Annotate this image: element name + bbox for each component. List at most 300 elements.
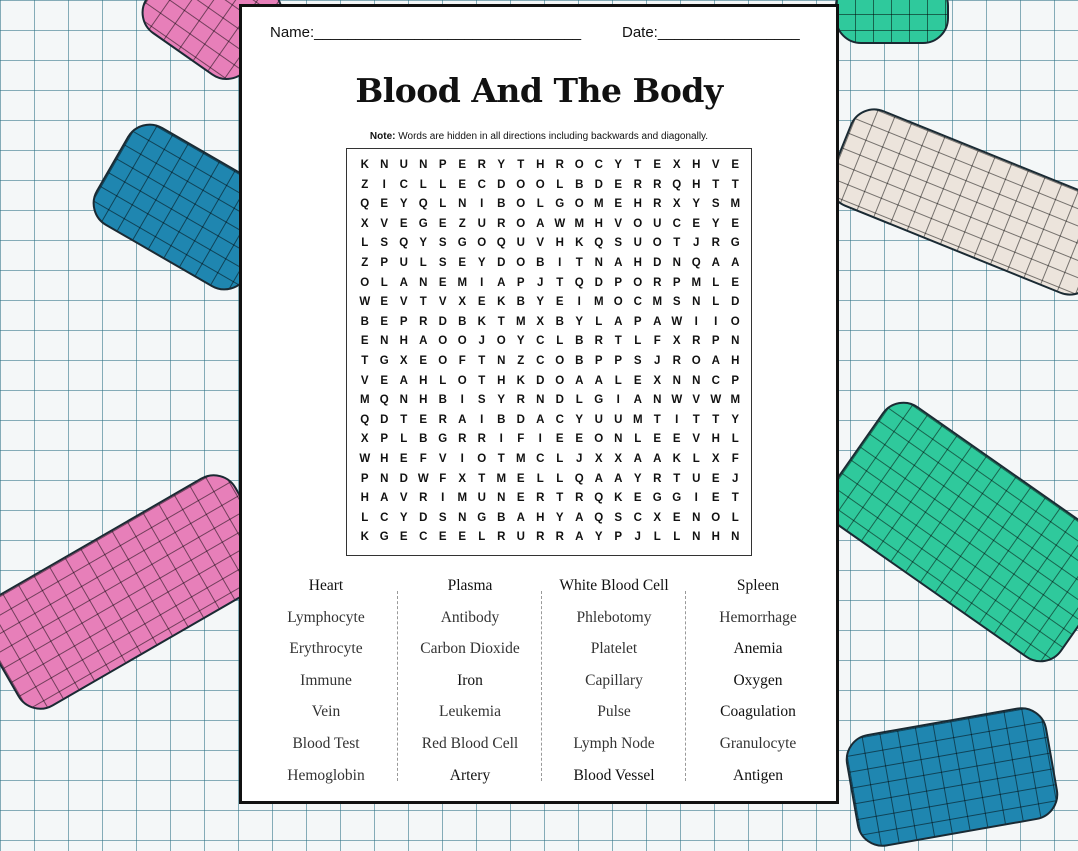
grid-letter: I	[694, 492, 698, 505]
grid-letter: H	[497, 374, 506, 387]
grid-row	[355, 394, 745, 406]
grid-letter: U	[516, 531, 525, 544]
grid-letter: L	[556, 453, 564, 465]
word-list-item: Iron	[457, 671, 483, 689]
grid-letter: C	[536, 453, 545, 465]
grid-letter: E	[458, 531, 467, 544]
grid-letter: N	[380, 472, 389, 485]
grid-letter: U	[477, 492, 486, 505]
grid-letter: U	[399, 257, 408, 269]
grid-letter: A	[399, 374, 408, 387]
grid-letter: P	[594, 355, 603, 367]
grid-letter: Y	[731, 413, 740, 426]
grid-letter: V	[399, 492, 408, 505]
grid-letter: L	[419, 178, 427, 191]
note-text: Words are hidden in all directions including backwards and diagonally.	[395, 131, 709, 142]
grid-letter: Q	[496, 237, 506, 250]
grid-letter: R	[672, 355, 681, 367]
grid-letter: L	[575, 394, 583, 407]
grid-letter: V	[536, 237, 545, 250]
grid-letter: X	[672, 198, 681, 211]
grid-letter: L	[400, 433, 408, 446]
grid-letter: Q	[574, 472, 584, 485]
grid-letter: C	[594, 159, 603, 171]
grid-row	[355, 218, 745, 230]
grid-letter: E	[419, 355, 428, 367]
grid-letter: K	[575, 237, 584, 250]
grid-letter: E	[419, 413, 428, 426]
grid-letter: H	[692, 159, 701, 171]
grid-letter: X	[672, 335, 681, 348]
grid-letter: R	[419, 315, 428, 328]
grid-letter: R	[594, 335, 603, 348]
grid-letter: N	[672, 257, 681, 269]
grid-letter: R	[711, 237, 720, 250]
grid-letter: O	[691, 355, 701, 367]
grid-letter: N	[380, 335, 389, 348]
grid-letter: T	[361, 355, 369, 367]
grid-letter: T	[478, 355, 486, 367]
grid-letter: A	[399, 276, 408, 289]
grid-letter: W	[554, 217, 566, 230]
grid-letter: E	[731, 217, 740, 230]
grid-letter: E	[438, 531, 447, 544]
grid-letter: O	[711, 511, 721, 524]
grid-letter: G	[379, 531, 389, 544]
grid-letter: S	[614, 237, 623, 250]
grid-letter: E	[731, 159, 740, 171]
grid-letter: N	[692, 296, 701, 309]
grid-letter: N	[692, 511, 701, 524]
grid-letter: K	[477, 315, 486, 328]
grid-letter: G	[418, 217, 428, 230]
grid-letter: E	[380, 374, 389, 387]
word-list-item: Artery	[449, 766, 491, 784]
grid-letter: W	[671, 394, 683, 407]
grid-letter: K	[672, 453, 681, 465]
grid-letter: X	[653, 374, 662, 387]
grid-letter: E	[711, 492, 720, 505]
grid-letter: S	[614, 511, 623, 524]
grid-letter: R	[653, 276, 662, 289]
grid-letter: I	[460, 394, 464, 407]
grid-letter: S	[438, 257, 447, 269]
grid-letter: V	[692, 433, 701, 446]
grid-letter: T	[478, 374, 486, 387]
grid-letter: E	[633, 374, 642, 387]
grid-letter: O	[516, 178, 526, 191]
grid-letter: E	[555, 433, 564, 446]
blue-tube-decoration	[842, 703, 1063, 851]
grid-letter: V	[711, 159, 720, 171]
grid-letter: N	[419, 276, 428, 289]
grid-letter: G	[594, 394, 604, 407]
word-list-item: Capillary	[585, 671, 643, 689]
grid-letter: T	[400, 413, 408, 426]
grid-letter: N	[731, 335, 740, 348]
grid-letter: I	[538, 433, 542, 446]
grid-letter: T	[634, 159, 642, 171]
grid-letter: D	[419, 511, 428, 524]
word-list-item: Leukemia	[439, 703, 501, 721]
grid-letter: H	[360, 492, 369, 505]
grid-letter: I	[460, 453, 464, 465]
word-list-item: Anemia	[733, 640, 783, 658]
grid-row	[355, 316, 745, 328]
grid-letter: B	[536, 257, 545, 269]
grid-row	[355, 414, 745, 426]
grid-row	[355, 433, 745, 445]
grid-letter: X	[614, 453, 623, 465]
grid-letter: A	[614, 315, 623, 328]
word-list-item: Blood Vessel	[573, 766, 655, 784]
grid-letter: P	[438, 159, 447, 171]
grid-letter: O	[516, 198, 526, 211]
grid-letter: G	[477, 511, 487, 524]
grid-letter: H	[711, 531, 720, 544]
grid-letter: Z	[361, 257, 369, 269]
grid-letter: N	[458, 511, 467, 524]
grid-letter: E	[399, 453, 408, 465]
grid-letter: W	[671, 315, 683, 328]
grid-letter: G	[438, 433, 448, 446]
grid-letter: E	[711, 472, 720, 485]
grid-row	[355, 473, 745, 485]
grid-letter: Y	[614, 159, 623, 171]
grid-letter: Y	[497, 159, 506, 171]
grid-letter: T	[497, 453, 505, 465]
grid-letter: D	[594, 276, 603, 289]
grid-row	[355, 277, 745, 289]
grid-letter: C	[399, 178, 408, 191]
grid-row	[355, 531, 745, 543]
word-search-grid	[346, 148, 752, 556]
grid-letter: Q	[418, 198, 428, 211]
grid-letter: U	[614, 413, 623, 426]
grid-letter: E	[516, 472, 525, 485]
grid-letter: V	[438, 296, 447, 309]
grid-letter: E	[555, 296, 564, 309]
grid-letter: S	[438, 237, 447, 250]
grid-letter: O	[555, 374, 565, 387]
grid-letter: B	[516, 296, 525, 309]
grid-letter: T	[517, 159, 525, 171]
grid-letter: R	[536, 531, 545, 544]
grid-letter: B	[497, 413, 506, 426]
grid-letter: L	[439, 198, 447, 211]
grid-letter: L	[712, 296, 720, 309]
word-list-item: Platelet	[590, 640, 638, 658]
grid-letter: F	[653, 335, 661, 348]
grid-letter: X	[653, 511, 662, 524]
grid-letter: O	[516, 257, 526, 269]
grid-letter: J	[654, 355, 661, 367]
grid-letter: E	[731, 276, 740, 289]
word-list-item: Oxygen	[733, 671, 783, 689]
grid-letter: N	[692, 531, 701, 544]
grid-letter: L	[478, 531, 486, 544]
grid-letter: U	[633, 237, 642, 250]
grid-letter: Y	[633, 472, 642, 485]
grid-letter: Y	[516, 335, 525, 348]
grid-letter: Z	[517, 355, 525, 367]
grid-letter: I	[616, 394, 620, 407]
grid-letter: A	[497, 276, 506, 289]
grid-letter: M	[457, 492, 468, 505]
grid-row	[355, 355, 745, 367]
grid-letter: N	[458, 198, 467, 211]
grid-letter: C	[380, 511, 389, 524]
grid-letter: A	[711, 355, 720, 367]
grid-letter: E	[458, 159, 467, 171]
grid-letter: L	[653, 531, 661, 544]
grid-letter: O	[438, 355, 448, 367]
grid-letter: T	[712, 178, 720, 191]
grid-letter: B	[497, 511, 506, 524]
grid-letter: P	[731, 374, 740, 387]
grid-letter: I	[558, 257, 562, 269]
grid-letter: R	[692, 335, 701, 348]
grid-letter: V	[380, 217, 389, 230]
word-list-item: Vein	[311, 703, 341, 721]
grid-letter: C	[633, 296, 642, 309]
grid-letter: K	[614, 492, 623, 505]
grid-letter: A	[594, 374, 603, 387]
grid-letter: P	[614, 276, 623, 289]
grid-letter: B	[497, 198, 506, 211]
grid-letter: N	[594, 257, 603, 269]
grid-letter: T	[614, 335, 622, 348]
grid-letter: H	[399, 335, 408, 348]
grid-letter: O	[555, 355, 565, 367]
grid-letter: I	[480, 198, 484, 211]
grid-letter: R	[575, 492, 584, 505]
grid-letter: E	[438, 217, 447, 230]
word-list-item: Hemoglobin	[287, 766, 365, 784]
grid-letter: D	[594, 178, 603, 191]
grid-letter: R	[477, 159, 486, 171]
grid-letter: Q	[672, 178, 682, 191]
grid-letter: C	[536, 355, 545, 367]
grid-letter: W	[359, 453, 371, 465]
grid-letter: B	[575, 355, 584, 367]
word-list-item: Red Blood Cell	[421, 735, 519, 752]
grid-letter: Q	[379, 394, 389, 407]
grid-letter: M	[593, 296, 604, 309]
grid-letter: L	[439, 374, 447, 387]
grid-letter: M	[359, 394, 370, 407]
grid-letter: G	[652, 492, 662, 505]
grid-letter: Q	[360, 413, 370, 426]
grid-letter: T	[731, 178, 739, 191]
grid-letter: I	[577, 296, 581, 309]
grid-letter: U	[594, 413, 603, 426]
grid-letter: E	[399, 217, 408, 230]
grid-letter: N	[653, 394, 662, 407]
grid-letter: W	[417, 472, 429, 485]
grid-letter: R	[438, 413, 447, 426]
grid-letter: S	[380, 237, 389, 250]
green-tube-decoration	[814, 392, 1078, 673]
grid-letter: M	[574, 217, 585, 230]
worksheet	[239, 4, 839, 804]
grid-letter: S	[672, 296, 681, 309]
green-tube-decoration	[835, 0, 949, 44]
grid-letter: C	[419, 531, 428, 544]
grid-letter: R	[653, 198, 662, 211]
grid-letter: M	[593, 198, 604, 211]
grid-letter: P	[633, 315, 642, 328]
grid-letter: L	[712, 276, 720, 289]
grid-letter: M	[730, 198, 741, 211]
grid-letter: L	[361, 511, 369, 524]
word-list-item: Erythrocyte	[289, 640, 363, 658]
grid-letter: E	[399, 531, 408, 544]
grid-letter: O	[477, 453, 487, 465]
grid-letter: A	[458, 413, 467, 426]
grid-letter: J	[634, 531, 641, 544]
grid-letter: N	[614, 433, 623, 446]
grid-letter: H	[380, 453, 389, 465]
grid-letter: T	[712, 413, 720, 426]
grid-letter: F	[439, 472, 447, 485]
grid-letter: A	[653, 315, 662, 328]
grid-letter: O	[613, 296, 623, 309]
grid-letter: P	[614, 355, 623, 367]
grid-letter: Q	[574, 276, 584, 289]
grid-letter: X	[458, 296, 467, 309]
grid-letter: F	[458, 355, 466, 367]
grid-letter: T	[731, 492, 739, 505]
grid-letter: H	[536, 511, 545, 524]
grid-letter: O	[496, 335, 506, 348]
grid-letter: M	[457, 276, 468, 289]
grid-letter: P	[380, 433, 389, 446]
grid-letter: Y	[536, 296, 545, 309]
grid-letter: S	[633, 355, 642, 367]
grid-letter: B	[438, 394, 447, 407]
grid-letter: R	[653, 178, 662, 191]
grid-letter: Q	[594, 237, 604, 250]
grid-row	[355, 198, 745, 210]
grid-letter: R	[653, 472, 662, 485]
grid-letter: I	[480, 413, 484, 426]
grid-letter: D	[399, 472, 408, 485]
grid-row	[355, 453, 745, 465]
grid-letter: R	[516, 394, 525, 407]
grid-letter: D	[438, 315, 447, 328]
grid-letter: C	[555, 413, 564, 426]
grid-letter: C	[477, 178, 486, 191]
grid-letter: C	[633, 511, 642, 524]
grid-letter: M	[691, 276, 702, 289]
grid-letter: E	[614, 198, 623, 211]
grid-letter: P	[516, 276, 525, 289]
grid-letter: N	[692, 374, 701, 387]
grid-letter: I	[480, 276, 484, 289]
grid-letter: H	[711, 433, 720, 446]
grid-letter: H	[633, 198, 642, 211]
grid-row	[355, 375, 745, 387]
grid-letter: T	[673, 237, 681, 250]
word-list-item: Antigen	[733, 766, 783, 784]
grid-letter: E	[633, 492, 642, 505]
grid-letter: P	[672, 276, 681, 289]
word-list-item: Coagulation	[720, 703, 796, 721]
word-list-item: Plasma	[447, 577, 493, 594]
grid-letter: Q	[594, 492, 604, 505]
grid-letter: U	[653, 217, 662, 230]
grid-letter: E	[380, 198, 389, 211]
grid-letter: N	[497, 492, 506, 505]
grid-letter: O	[633, 217, 643, 230]
grid-letter: Q	[360, 198, 370, 211]
word-list-item: Granulocyte	[719, 735, 797, 752]
grid-letter: H	[731, 355, 740, 367]
grid-letter: R	[497, 531, 506, 544]
grid-letter: N	[419, 159, 428, 171]
grid-letter: O	[594, 433, 604, 446]
grid-letter: A	[614, 472, 623, 485]
grid-letter: A	[633, 394, 642, 407]
grid-letter: A	[536, 217, 545, 230]
grid-letter: H	[692, 178, 701, 191]
grid-letter: X	[536, 315, 545, 328]
grid-letter: K	[497, 296, 506, 309]
grid-letter: V	[614, 217, 623, 230]
instructions-note	[242, 131, 836, 142]
grid-letter: E	[516, 492, 525, 505]
grid-letter: L	[556, 178, 564, 191]
grid-letter: L	[634, 335, 642, 348]
date-field-label: Date:_________________	[622, 24, 800, 41]
grid-letter: D	[536, 374, 545, 387]
word-list-item: Phlebotomy	[576, 608, 652, 626]
grid-letter: T	[419, 296, 427, 309]
grid-letter: M	[652, 296, 663, 309]
word-list-item: Spleen	[736, 577, 780, 594]
word-list-item: Lymph Node	[573, 735, 655, 752]
grid-letter: M	[515, 453, 526, 465]
grid-letter: L	[536, 472, 544, 485]
grid-letter: G	[555, 198, 565, 211]
grid-letter: B	[555, 315, 564, 328]
grid-letter: T	[478, 472, 486, 485]
column-divider	[685, 591, 686, 781]
grid-letter: K	[360, 159, 369, 171]
grid-letter: M	[496, 472, 507, 485]
grid-letter: L	[731, 511, 739, 524]
grid-letter: L	[692, 453, 700, 465]
grid-letter: E	[614, 178, 623, 191]
grid-letter: X	[672, 159, 681, 171]
grid-letter: E	[458, 257, 467, 269]
grid-letter: F	[731, 453, 739, 465]
grid-letter: D	[653, 257, 662, 269]
grid-letter: X	[594, 453, 603, 465]
grid-letter: B	[575, 335, 584, 348]
grid-letter: N	[497, 355, 506, 367]
column-divider	[397, 591, 398, 781]
grid-letter: I	[714, 315, 718, 328]
grid-letter: V	[360, 374, 369, 387]
grid-letter: I	[382, 178, 386, 191]
grid-letter: E	[360, 335, 369, 348]
grid-letter: O	[438, 335, 448, 348]
grid-letter: O	[516, 217, 526, 230]
grid-letter: L	[673, 531, 681, 544]
grid-letter: I	[694, 315, 698, 328]
